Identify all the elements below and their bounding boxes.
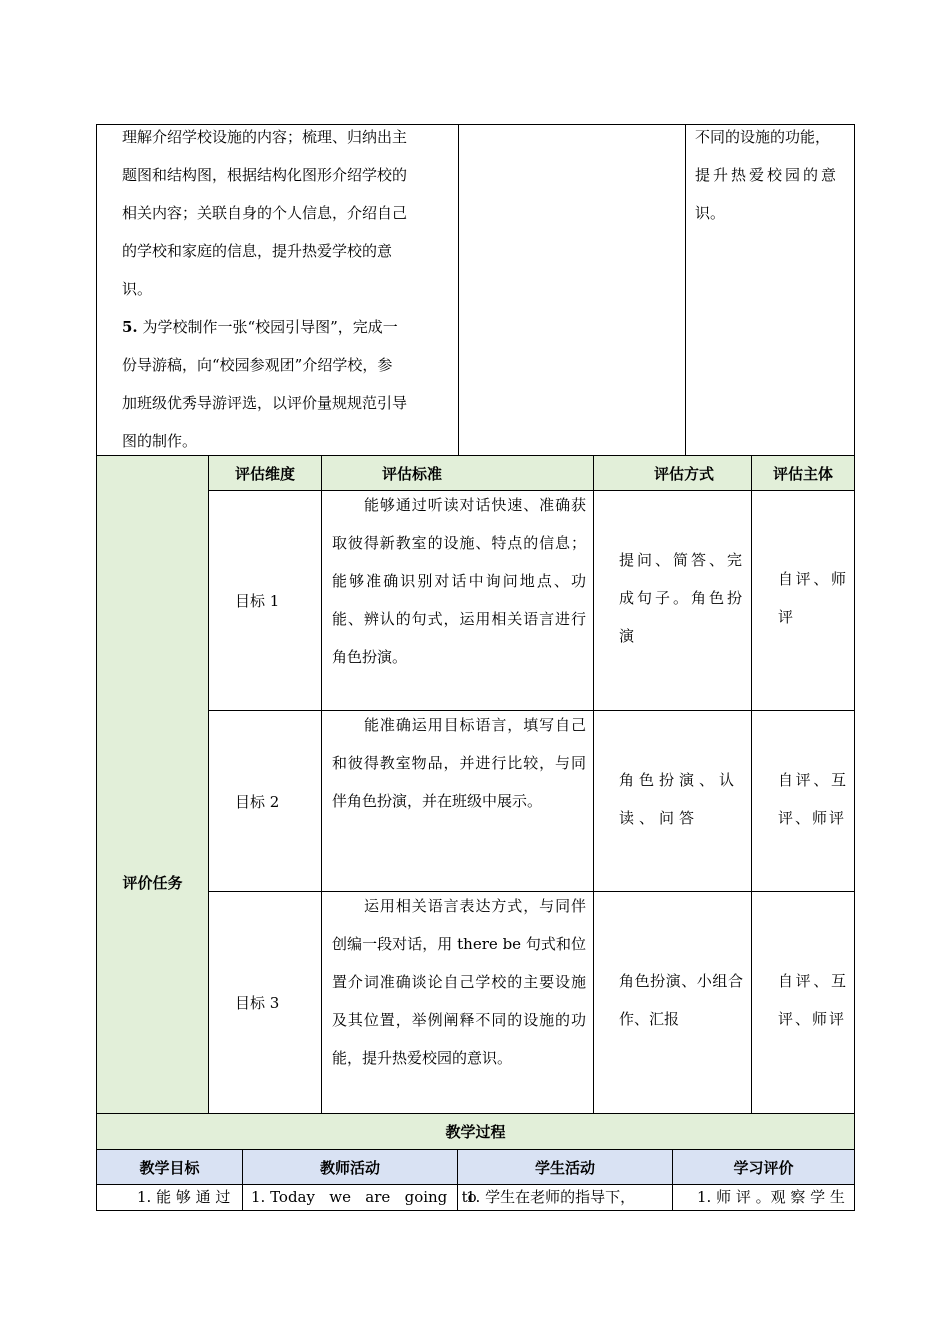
- text-line: 识。: [695, 204, 726, 222]
- standard-text: 能准确运用目标语言，填写自己和彼得教室物品，并进行比较，与同伴角色扮演，并在班级中展示。: [332, 716, 586, 810]
- standard-text: 能够通过听读对话快速、准确获取彼得新教室的设施、特点的信息；能够准确识别对话中询问地点、功能、辨认的句式，运用相关语言进行角色扮演。: [332, 496, 586, 666]
- text-line: 相关内容；关联自身的个人信息，介绍自己: [122, 204, 408, 222]
- standard-cell-1: [321, 490, 594, 711]
- task5-line: [122, 308, 442, 346]
- method-cell-1: [593, 490, 752, 711]
- header-subject-label: 评估主体: [772, 464, 833, 483]
- header-subject: [751, 455, 855, 491]
- text-line: 提升热爱校园的意: [695, 166, 840, 184]
- process-title: 教学过程: [445, 1123, 506, 1141]
- subject-text: 自评、互评、师评: [778, 972, 848, 1028]
- top-right-text: [695, 118, 850, 232]
- process-evaluation-text: 1. 师 评 。观 察 学 生: [697, 1188, 845, 1206]
- goal-cell-3: [208, 891, 322, 1114]
- text-line: 份导游稿，向“校园参观团”介绍学校，参: [122, 356, 393, 374]
- process-teacher-text: 1. Today we are going to: [251, 1188, 477, 1206]
- process-cell-goal: [96, 1184, 243, 1211]
- subject-text: 自评、师评: [778, 570, 848, 626]
- process-cell-teacher: [242, 1184, 477, 1211]
- header-standard-label: 评估标准: [382, 464, 443, 483]
- text-line: 图的制作。: [122, 432, 198, 450]
- evaluation-label: 评价任务: [122, 874, 183, 892]
- method-cell-3: [593, 891, 752, 1114]
- top-middle-cell: [458, 124, 686, 456]
- method-text: 角色扮演、小组合作、汇报: [619, 972, 743, 1028]
- goal-label: 目标 1: [235, 592, 280, 610]
- subject-cell-1: [751, 490, 855, 711]
- method-cell-2: [593, 710, 752, 892]
- process-header-teacher-label: 教师活动: [319, 1158, 380, 1177]
- process-header-evaluation-label: 学习评价: [733, 1158, 794, 1177]
- process-student-text: 1. 学生在老师的指导下，: [466, 1188, 636, 1206]
- standard-cell-3: [321, 891, 594, 1114]
- goal-label: 目标 2: [235, 792, 280, 811]
- top-left-text: [122, 118, 442, 460]
- standard-cell-2: [321, 710, 594, 892]
- process-header-student-label: 学生活动: [534, 1158, 595, 1177]
- process-title-cell: [96, 1113, 855, 1150]
- process-cell-student: [457, 1184, 673, 1211]
- goal-cell-2: [208, 710, 322, 892]
- header-method-label: 评估方式: [654, 464, 715, 483]
- text-line: 题图和结构图，根据结构化图形介绍学校的: [122, 166, 408, 184]
- subject-text: 自评、互评、师评: [778, 771, 848, 827]
- evaluation-label-cell: [96, 455, 209, 1114]
- process-header-goal-label: 教学目标: [139, 1158, 200, 1177]
- goal-label: 目标 3: [235, 994, 280, 1012]
- subject-cell-3: [751, 891, 855, 1114]
- text-line: 的学校和家庭的信息，提升热爱学校的意: [122, 242, 393, 260]
- header-dimension: [208, 455, 322, 491]
- standard-text: 运用相关语言表达方式，与同伴创编一段对话，用 there be 句式和位置介词准确谈论自己学校的主要设施及其位置，举例阐释不同的设施的功能，提升热爱校园的意识。: [332, 897, 586, 1067]
- text-line: 不同的设施的功能，: [695, 128, 831, 146]
- text-line: 为学校制作一张“校园引导图”，完成一: [142, 318, 398, 336]
- method-text: 提问、简答、完成句子。角色扮演: [619, 551, 743, 645]
- header-method: [593, 455, 752, 491]
- text-line: 理解介绍学校设施的内容；梳理、归纳出主: [122, 128, 408, 146]
- header-dimension-label: 评估维度: [234, 464, 295, 483]
- text-line: 识。: [122, 280, 153, 298]
- method-text: 角色扮演、认读、问答: [619, 771, 740, 827]
- task5-number: 5.: [122, 318, 138, 336]
- text-line: 加班级优秀导游评选，以评价量规规范引导: [122, 394, 408, 412]
- process-goal-text: 1. 能 够 通 过: [137, 1188, 231, 1206]
- process-cell-evaluation: [672, 1184, 855, 1211]
- subject-cell-2: [751, 710, 855, 892]
- goal-cell-1: [208, 490, 322, 711]
